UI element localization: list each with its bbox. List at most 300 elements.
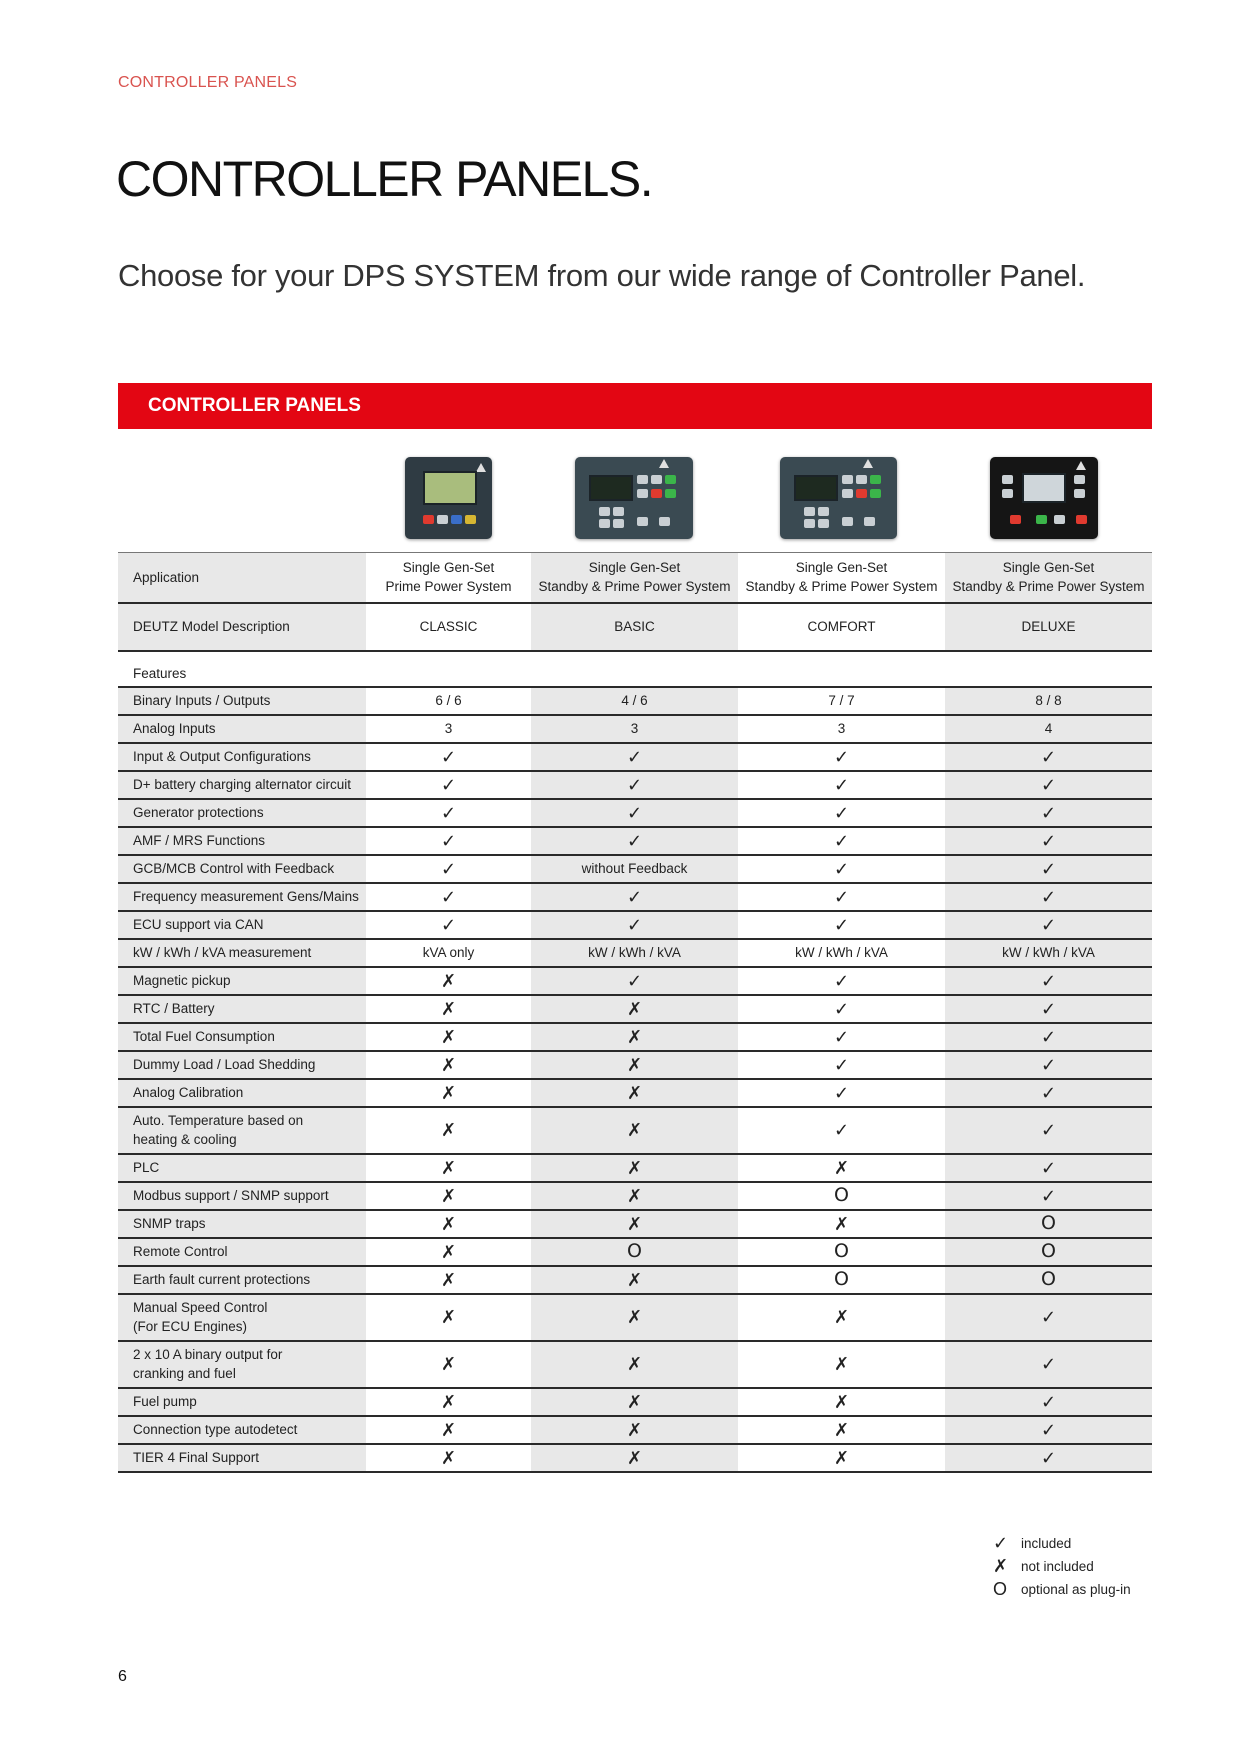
check-icon: ✓	[440, 858, 457, 879]
table-cell	[738, 1182, 945, 1210]
table-row	[118, 911, 1152, 939]
row-label	[118, 1079, 366, 1107]
circle-icon: O	[1041, 1212, 1056, 1234]
table-cell	[738, 1266, 945, 1294]
legend	[993, 1532, 1131, 1601]
cross-icon: ✗	[440, 1354, 457, 1374]
row-label-text: ECU support via CAN	[133, 917, 264, 932]
cross-icon: ✗	[833, 1391, 850, 1412]
table-cell	[366, 939, 531, 967]
row-label	[118, 743, 366, 771]
table-cell	[738, 1210, 945, 1238]
table-cell	[366, 1444, 531, 1472]
application-text: Single Gen-Set	[1002, 560, 1095, 576]
row-label	[118, 771, 366, 799]
check-icon: ✓	[626, 970, 643, 991]
table-cell	[738, 1416, 945, 1444]
check-icon: ✓	[1040, 1054, 1057, 1075]
model-name	[531, 603, 738, 651]
table-cell	[366, 995, 531, 1023]
table-cell	[531, 687, 738, 715]
check-icon: ✓	[833, 1054, 850, 1075]
table-cell	[531, 1238, 738, 1266]
table-row	[118, 883, 1152, 911]
table-cell	[945, 1341, 1152, 1388]
table-cell	[366, 855, 531, 883]
model-name	[945, 603, 1152, 651]
table-cell	[945, 855, 1152, 883]
table-cell	[366, 827, 531, 855]
cross-icon: ✗	[833, 1354, 850, 1374]
table-cell	[738, 827, 945, 855]
table-row	[118, 939, 1152, 967]
cross-icon: ✗	[833, 1419, 850, 1440]
table-row	[118, 1051, 1152, 1079]
table-cell	[366, 1107, 531, 1154]
table-cell	[738, 1154, 945, 1182]
row-label-text: kW / kWh / kVA measurement	[133, 945, 312, 960]
cross-icon: ✗	[440, 1082, 457, 1103]
table-row	[118, 1388, 1152, 1416]
table-cell	[738, 855, 945, 883]
table-cell	[945, 911, 1152, 939]
row-label-text: Application	[133, 569, 200, 585]
table-cell	[531, 1444, 738, 1472]
check-icon: ✓	[833, 998, 850, 1019]
check-icon: ✓	[440, 886, 457, 907]
row-label-text: DEUTZ Model Description	[133, 619, 290, 634]
circle-icon: O	[834, 1268, 849, 1290]
table-cell	[531, 967, 738, 995]
features-label	[118, 651, 366, 687]
cross-icon: ✗	[440, 1185, 457, 1206]
table-cell	[738, 1444, 945, 1472]
table-cell	[531, 1266, 738, 1294]
row-label	[118, 1444, 366, 1472]
legend-label: included	[1021, 1536, 1072, 1551]
table-cell	[945, 1294, 1152, 1341]
table-cell	[366, 911, 531, 939]
cross-icon: ✗	[626, 1185, 643, 1206]
table-row	[118, 687, 1152, 715]
row-label	[118, 911, 366, 939]
table-row	[118, 1107, 1152, 1154]
row-label	[118, 715, 366, 743]
cell-value: kW / kWh / kVA	[588, 945, 681, 960]
cell-value: 4	[1044, 721, 1053, 736]
table-cell	[531, 1079, 738, 1107]
table-cell	[738, 1341, 945, 1388]
table-cell	[366, 1388, 531, 1416]
cross-icon: ✗	[626, 1269, 643, 1290]
features-header-row	[118, 651, 1152, 687]
legend-label: not included	[1021, 1559, 1094, 1574]
row-label-text: Earth fault current protections	[133, 1272, 311, 1287]
table-row	[118, 1266, 1152, 1294]
table-cell	[945, 771, 1152, 799]
table-cell	[366, 1238, 531, 1266]
row-label	[118, 967, 366, 995]
table-cell	[366, 967, 531, 995]
circle-icon: O	[834, 1240, 849, 1262]
table-cell	[366, 883, 531, 911]
check-icon: ✓	[1040, 774, 1057, 795]
table-banner: CONTROLLER PANELS	[118, 383, 1152, 429]
check-icon: ✓	[440, 802, 457, 823]
check-icon: ✓	[833, 1026, 850, 1047]
basic-panel-image	[575, 457, 693, 539]
table-cell	[738, 995, 945, 1023]
application-cell	[945, 553, 1152, 603]
circle-icon: O	[834, 1184, 849, 1206]
table-cell	[738, 715, 945, 743]
page-title: CONTROLLER PANELS.	[116, 151, 653, 207]
cross-icon: ✗	[626, 1213, 643, 1234]
table-cell	[738, 939, 945, 967]
check-icon: ✓	[440, 914, 457, 935]
row-label	[118, 855, 366, 883]
row-label	[118, 687, 366, 715]
deluxe-panel-image	[990, 457, 1098, 539]
check-icon: ✓	[833, 746, 850, 767]
row-label-text: Magnetic pickup	[133, 973, 231, 988]
cross-icon: ✗	[833, 1447, 850, 1468]
row-label	[118, 1294, 366, 1341]
row-label	[118, 603, 366, 651]
table-cell	[366, 1079, 531, 1107]
row-label	[118, 1238, 366, 1266]
legend-item-not-included	[993, 1555, 1131, 1578]
table-cell	[531, 855, 738, 883]
table-cell	[531, 1294, 738, 1341]
table-cell	[531, 799, 738, 827]
table-cell	[531, 1051, 738, 1079]
table-cell	[945, 939, 1152, 967]
table-cell	[366, 799, 531, 827]
table-row	[118, 715, 1152, 743]
table-cell	[738, 687, 945, 715]
table-row-application	[118, 553, 1152, 603]
table-row	[118, 995, 1152, 1023]
table-cell	[738, 743, 945, 771]
cross-icon: ✗	[440, 1120, 457, 1140]
row-label-text: AMF / MRS Functions	[133, 833, 266, 848]
table-row	[118, 1294, 1152, 1341]
check-icon: ✓	[1040, 1185, 1057, 1206]
table-cell	[738, 1388, 945, 1416]
cross-icon: ✗	[626, 1082, 643, 1103]
table-cell	[738, 911, 945, 939]
check-icon: ✓	[1040, 830, 1057, 851]
cross-icon: ✗	[833, 1157, 850, 1178]
row-label-text: Remote Control	[133, 1244, 228, 1259]
circle-icon: O	[1041, 1240, 1056, 1262]
table-cell	[945, 1051, 1152, 1079]
row-label	[118, 1210, 366, 1238]
row-label-text: Total Fuel Consumption	[133, 1029, 275, 1044]
row-label-text: Analog Calibration	[133, 1085, 244, 1100]
table-cell	[945, 1266, 1152, 1294]
empty-cell	[366, 651, 531, 687]
row-label	[118, 1023, 366, 1051]
row-label	[118, 995, 366, 1023]
model-name-text: BASIC	[614, 619, 655, 634]
table-cell	[366, 1266, 531, 1294]
check-icon: ✓	[1040, 1026, 1057, 1047]
empty-cell	[531, 651, 738, 687]
row-label-text: Dummy Load / Load Shedding	[133, 1057, 316, 1072]
cross-icon: ✗	[440, 1391, 457, 1412]
table-cell	[531, 1341, 738, 1388]
table-row	[118, 855, 1152, 883]
table-row	[118, 1416, 1152, 1444]
check-icon: ✓	[1040, 858, 1057, 879]
table-row	[118, 1182, 1152, 1210]
row-label	[118, 1341, 366, 1388]
table-cell	[366, 1154, 531, 1182]
check-icon: ✓	[833, 1120, 850, 1140]
table-cell	[366, 1416, 531, 1444]
row-label	[118, 1416, 366, 1444]
row-label-text: Binary Inputs / Outputs	[133, 693, 271, 708]
check-icon: ✓	[1040, 1082, 1057, 1103]
table-cell	[738, 1051, 945, 1079]
legend-item-included	[993, 1532, 1131, 1555]
table-cell	[531, 883, 738, 911]
row-label-text: TIER 4 Final Support	[133, 1450, 260, 1465]
cross-icon: ✗	[440, 1241, 457, 1262]
application-text: Single Gen-Set	[795, 560, 888, 576]
table-cell	[531, 911, 738, 939]
table-row	[118, 1079, 1152, 1107]
model-name-text: COMFORT	[807, 619, 876, 634]
row-label-text: (For ECU Engines)	[133, 1319, 248, 1334]
table-row-model	[118, 603, 1152, 651]
row-label-text: Manual Speed Control	[133, 1300, 268, 1315]
model-name-text: DELUXE	[1021, 619, 1076, 634]
table-row	[118, 771, 1152, 799]
circle-icon: O	[1041, 1268, 1056, 1290]
cell-value: 3	[444, 721, 453, 736]
row-label	[118, 1182, 366, 1210]
table-cell	[945, 1210, 1152, 1238]
row-label	[118, 1266, 366, 1294]
check-icon: ✓	[626, 830, 643, 851]
table-cell	[531, 939, 738, 967]
table-cell	[738, 799, 945, 827]
check-icon: ✓	[1040, 1419, 1057, 1440]
row-label	[118, 553, 366, 603]
row-label-text: D+ battery charging alternator circuit	[133, 777, 351, 792]
application-cell	[366, 553, 531, 603]
table-cell	[531, 1107, 738, 1154]
cross-icon: ✗	[440, 1419, 457, 1440]
cell-value: 3	[630, 721, 639, 736]
table-cell	[531, 995, 738, 1023]
check-icon: ✓	[833, 830, 850, 851]
table-cell	[366, 1341, 531, 1388]
legend-label: optional as plug-in	[1021, 1582, 1131, 1597]
comfort-panel-image	[780, 457, 897, 539]
table-cell	[738, 1023, 945, 1051]
table-cell	[945, 1444, 1152, 1472]
cross-icon: ✗	[833, 1307, 850, 1327]
table-cell	[366, 1023, 531, 1051]
circle-icon: O	[627, 1240, 642, 1262]
table-cell	[531, 1023, 738, 1051]
check-icon: ✓	[1040, 1447, 1057, 1468]
cross-icon: ✗	[626, 1026, 643, 1047]
table-row	[118, 1154, 1152, 1182]
empty-cell	[738, 651, 945, 687]
table-cell	[366, 743, 531, 771]
table-cell	[945, 743, 1152, 771]
table-cell	[945, 1079, 1152, 1107]
row-label	[118, 1388, 366, 1416]
check-icon: ✓	[1040, 802, 1057, 823]
table-cell	[531, 771, 738, 799]
features-label-text: Features	[133, 665, 187, 681]
table-cell	[366, 1051, 531, 1079]
check-icon: ✓	[626, 802, 643, 823]
table-cell	[945, 799, 1152, 827]
cross-icon: ✗	[440, 1026, 457, 1047]
check-icon: ✓	[833, 774, 850, 795]
check-icon: ✓	[626, 914, 643, 935]
check-icon: ✓	[833, 970, 850, 991]
cell-value: 7 / 7	[828, 693, 855, 708]
row-label-text: 2 x 10 A binary output for	[133, 1347, 283, 1362]
table-cell	[366, 1294, 531, 1341]
cross-icon: ✗	[626, 1391, 643, 1412]
row-label-text: Auto. Temperature based on	[133, 1113, 304, 1128]
table-row	[118, 1341, 1152, 1388]
check-icon: ✓	[833, 802, 850, 823]
table-cell	[366, 1182, 531, 1210]
check-icon: ✓	[626, 886, 643, 907]
cross-icon: ✗	[440, 970, 457, 991]
check-icon: ✓	[1040, 1157, 1057, 1178]
application-text: Single Gen-Set	[588, 560, 681, 576]
application-text: Prime Power System	[385, 579, 512, 595]
check-icon: ✓	[833, 914, 850, 935]
table-cell	[945, 1388, 1152, 1416]
check-icon: ✓	[1040, 886, 1057, 907]
table-row	[118, 1210, 1152, 1238]
legend-item-optional	[993, 1578, 1131, 1601]
check-icon: ✓	[1040, 746, 1057, 767]
table-cell	[531, 1154, 738, 1182]
check-icon: ✓	[1040, 970, 1057, 991]
row-label-text: Generator protections	[133, 805, 264, 820]
cross-icon: ✗	[440, 1269, 457, 1290]
table-cell	[366, 771, 531, 799]
table-cell	[531, 1182, 738, 1210]
table-cell	[945, 1154, 1152, 1182]
cell-value: 6 / 6	[435, 693, 462, 708]
row-label-text: Fuel pump	[133, 1394, 197, 1409]
empty-cell	[945, 651, 1152, 687]
table-cell	[945, 1238, 1152, 1266]
cross-icon: ✗	[626, 1447, 643, 1468]
table-row	[118, 1444, 1152, 1472]
model-name	[366, 603, 531, 651]
table-cell	[945, 995, 1152, 1023]
row-label	[118, 1107, 366, 1154]
cross-icon: ✗	[440, 1213, 457, 1234]
cross-icon: ✗	[626, 1419, 643, 1440]
application-cell	[738, 553, 945, 603]
check-icon: ✓	[1040, 1391, 1057, 1412]
check-icon: ✓	[440, 746, 457, 767]
table-cell	[738, 1294, 945, 1341]
row-label	[118, 799, 366, 827]
check-icon: ✓	[993, 1533, 1009, 1553]
row-label-text: Modbus support / SNMP support	[133, 1188, 329, 1203]
application-cell	[531, 553, 738, 603]
check-icon: ✓	[1040, 1307, 1057, 1327]
table-cell	[945, 1416, 1152, 1444]
cell-value: kVA only	[422, 945, 475, 960]
cell-value: kW / kWh / kVA	[795, 945, 888, 960]
check-icon: ✓	[440, 774, 457, 795]
row-label-text: heating & cooling	[133, 1132, 237, 1147]
row-label-text: Frequency measurement Gens/Mains	[133, 889, 359, 904]
page-number: 6	[118, 1668, 127, 1685]
model-name	[738, 603, 945, 651]
check-icon: ✓	[833, 858, 850, 879]
row-label-text: PLC	[133, 1160, 160, 1175]
cross-icon: ✗	[440, 998, 457, 1019]
cross-icon: ✗	[626, 1157, 643, 1178]
row-label-text: Connection type autodetect	[133, 1422, 298, 1437]
page-subtitle: Choose for your DPS SYSTEM from our wide range of Controller Panel.	[118, 258, 1086, 293]
table-cell	[531, 743, 738, 771]
application-text: Standby & Prime Power System	[952, 579, 1145, 595]
table-cell	[945, 967, 1152, 995]
table-cell	[945, 715, 1152, 743]
cross-icon: ✗	[626, 1307, 643, 1327]
row-label-text: Input & Output Configurations	[133, 749, 311, 764]
check-icon: ✓	[1040, 1354, 1057, 1374]
row-label-text: RTC / Battery	[133, 1001, 215, 1016]
row-label	[118, 883, 366, 911]
row-label-text: Analog Inputs	[133, 721, 216, 736]
table-cell	[366, 687, 531, 715]
cross-icon: ✗	[993, 1556, 1009, 1576]
table-row	[118, 827, 1152, 855]
check-icon: ✓	[1040, 998, 1057, 1019]
cell-value: 3	[837, 721, 846, 736]
table-cell	[531, 1388, 738, 1416]
cross-icon: ✗	[626, 1354, 643, 1374]
table-row	[118, 743, 1152, 771]
cross-icon: ✗	[440, 1447, 457, 1468]
cross-icon: ✗	[626, 1120, 643, 1140]
classic-panel-image	[405, 457, 492, 539]
table-row	[118, 799, 1152, 827]
row-label	[118, 1154, 366, 1182]
check-icon: ✓	[1040, 914, 1057, 935]
cross-icon: ✗	[833, 1213, 850, 1234]
table-row	[118, 1023, 1152, 1051]
row-label-text: cranking and fuel	[133, 1366, 236, 1381]
cross-icon: ✗	[626, 1054, 643, 1075]
application-text: Standby & Prime Power System	[745, 579, 938, 595]
cell-value: kW / kWh / kVA	[1002, 945, 1095, 960]
table-cell	[366, 1210, 531, 1238]
application-text: Single Gen-Set	[402, 560, 495, 576]
